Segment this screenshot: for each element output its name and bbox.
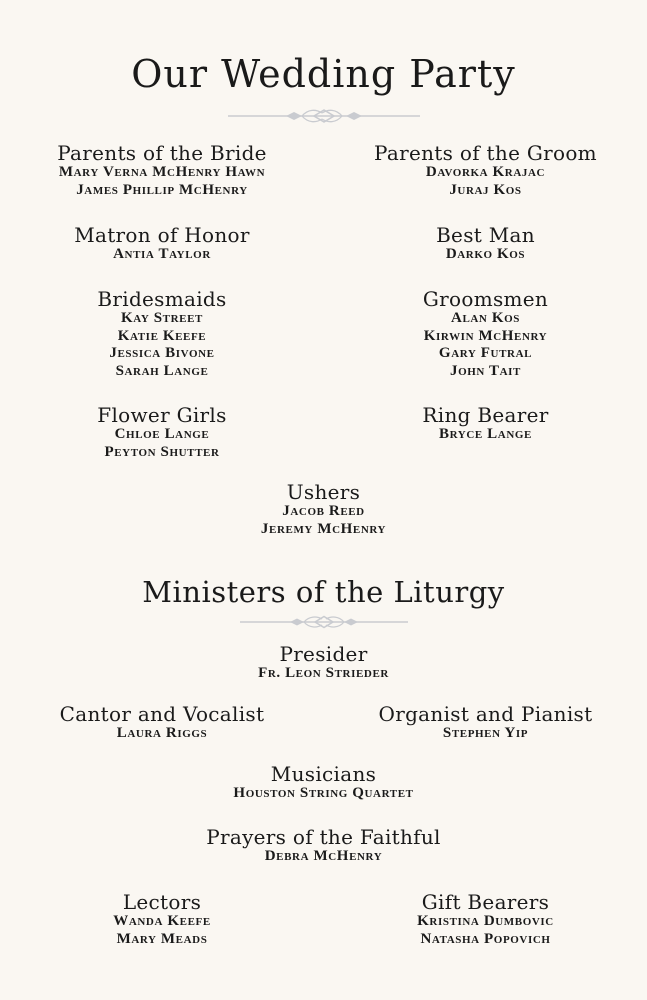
musicians-section: [0, 763, 647, 803]
groomsmen-section: [324, 288, 647, 380]
person-name: Juraj Kos: [449, 181, 522, 198]
person-name: James Phillip McHenry: [76, 181, 248, 198]
presider-section: [0, 643, 647, 683]
ushers-section: [0, 481, 647, 538]
prayers-of-the-faithful-section: [0, 826, 647, 866]
role-heading: Prayers of the Faithful: [206, 825, 441, 849]
person-name: Mary Meads: [116, 930, 208, 947]
role-heading: Matron of Honor: [74, 223, 250, 247]
role-heading: Parents of the Bride: [57, 141, 267, 165]
person-name: Alan Kos: [451, 310, 520, 326]
bridesmaids-section: [0, 288, 324, 380]
role-heading: Ring Bearer: [422, 403, 549, 427]
person-name: Peyton Shutter: [104, 443, 220, 460]
lectors-section: [0, 891, 324, 948]
person-name: Sarah Lange: [115, 362, 209, 379]
person-name: Bryce Lange: [439, 426, 532, 442]
person-name: Jessica Bivone: [109, 345, 215, 361]
cantor-section: [0, 703, 324, 743]
role-heading: Best Man: [436, 223, 535, 247]
person-name: Kristina Dumbovic: [417, 913, 554, 929]
organist-section: [324, 703, 647, 743]
person-name: Wanda Keefe: [113, 913, 211, 929]
person-name: Debra McHenry: [264, 848, 383, 864]
liturgy-title: Ministers of the Liturgy: [142, 575, 505, 609]
role-heading: Cantor and Vocalist: [59, 702, 265, 726]
role-heading: Gift Bearers: [421, 890, 550, 914]
role-heading: Parents of the Groom: [374, 141, 597, 165]
parents-of-the-groom-section: [324, 142, 647, 199]
person-name: Katie Keefe: [117, 327, 207, 344]
person-name: Jeremy McHenry: [260, 520, 387, 537]
person-name: Jacob Reed: [282, 503, 365, 519]
person-name: Kirwin McHenry: [423, 327, 548, 344]
role-heading: Musicians: [270, 762, 377, 786]
gift-bearers-section: [324, 891, 647, 948]
person-name: Darko Kos: [445, 246, 526, 262]
person-name: Houston String Quartet: [233, 785, 414, 801]
role-heading: Organist and Pianist: [378, 702, 593, 726]
page-title: Our Wedding Party: [131, 52, 516, 96]
person-name: John Tait: [449, 362, 521, 379]
matron-of-honor-section: [0, 224, 324, 264]
person-name: Kay Street: [121, 310, 203, 326]
person-name: Chloe Lange: [114, 426, 210, 442]
ornament-divider-icon: [238, 613, 410, 631]
person-name: Laura Riggs: [116, 725, 208, 741]
person-name: Natasha Popovich: [420, 930, 551, 947]
flower-girls-section: [0, 404, 324, 461]
role-heading: Lectors: [122, 890, 202, 914]
role-heading: Groomsmen: [422, 287, 549, 311]
ornament-divider-icon: [226, 106, 422, 126]
person-name: Fr. Leon Strieder: [258, 665, 389, 681]
person-name: Gary Futral: [438, 345, 533, 361]
role-heading: Ushers: [286, 480, 361, 504]
ring-bearer-section: [324, 404, 647, 444]
role-heading: Presider: [279, 642, 368, 666]
person-name: Antia Taylor: [113, 246, 211, 262]
person-name: Stephen Yip: [442, 725, 529, 741]
role-heading: Bridesmaids: [97, 287, 227, 311]
parents-of-the-bride-section: [0, 142, 324, 199]
person-name: Davorka Krajac: [425, 164, 546, 180]
best-man-section: [324, 224, 647, 264]
role-heading: Flower Girls: [97, 403, 227, 427]
person-name: Mary Verna McHenry Hawn: [58, 164, 266, 180]
